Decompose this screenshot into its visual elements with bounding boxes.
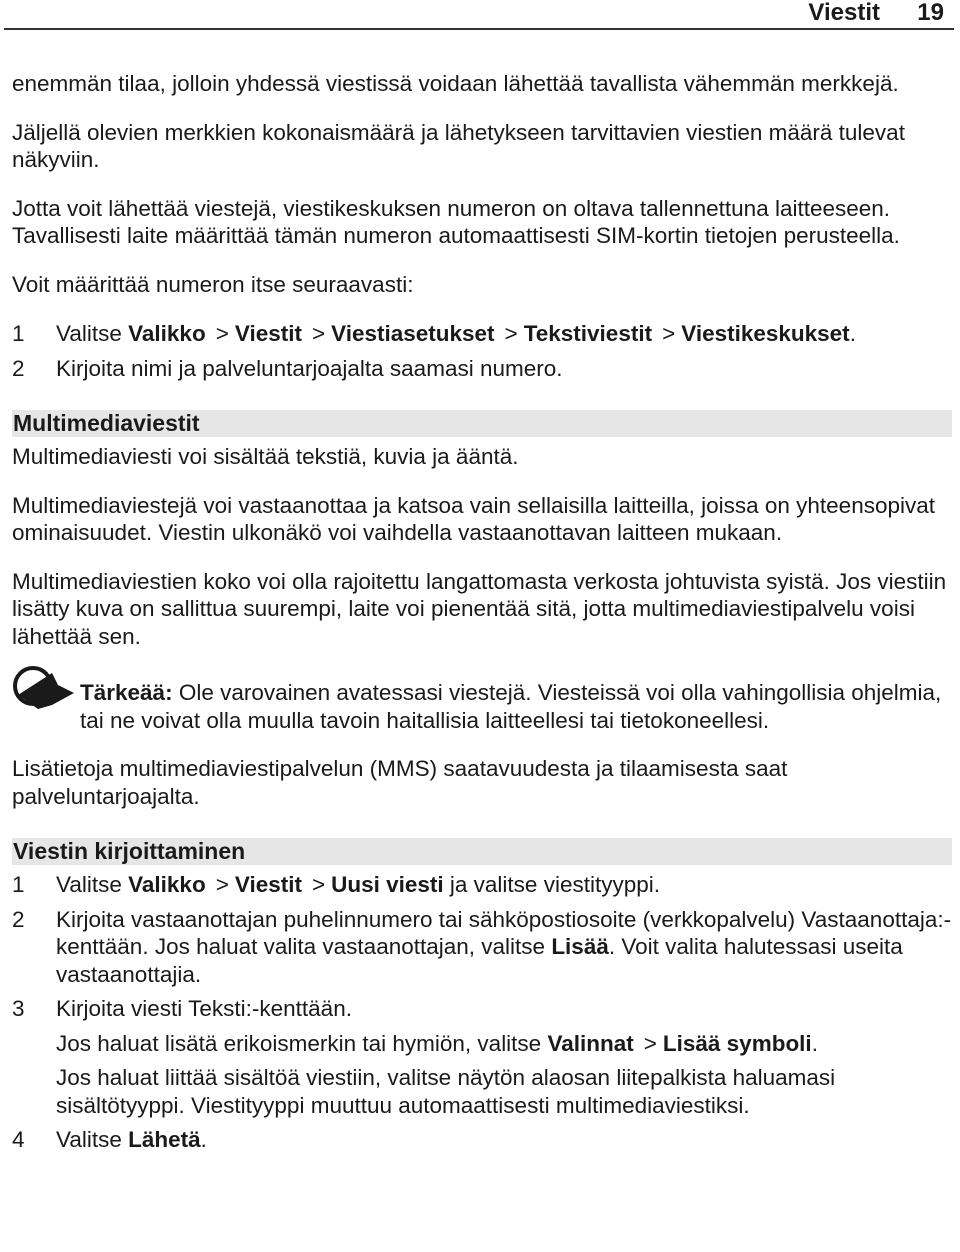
section-heading-multimediaviestit: Multimediaviestit xyxy=(12,410,952,437)
note-text: Ole varovainen avatessasi viestejä. Viesteissä voi olla vahingollisia ohjelmia, tai ne voivat olla muulla tavoin haitallisia laitteellesi tai tietokoneellesi. xyxy=(80,680,942,733)
paragraph: Lisätietoja multimediaviestipalvelun (MMS) saatavuudesta ja tilaamisesta saat palveluntarjoajalta. xyxy=(12,756,788,809)
important-note-icon xyxy=(12,665,76,711)
paragraph: enemmän tilaa, jolloin yhdessä viestissä voidaan lähettää tavallista vähemmän merkkejä. xyxy=(12,71,899,96)
option-lisaa: Lisää xyxy=(551,934,609,959)
running-title: Viestit xyxy=(808,0,880,26)
list-item: 3 Kirjoita viesti Teksti:-kenttään. Jos haluat lisätä erikoismerkin tai hymiön, valitse Valinnat > Lisää symboli. Jos haluat liittää sisältöä viestiin, valitse näytön alaosan liitepalkista haluamasi sisältötyyppi. Viestityyppi muuttuu automaattisesti multimediaviestiksi. xyxy=(12,995,952,1119)
menu-path-valikko: Valikko xyxy=(128,872,206,897)
page-content xyxy=(12,70,952,1161)
steps-list-sms-center xyxy=(12,320,952,382)
sub-paragraph: Jos haluat liittää sisältöä viestiin, valitse näytön alaosan liitepalkista haluamasi sisältötyyppi. Viestityyppi muuttuu automaattisesti multimediaviestiksi. xyxy=(56,1065,836,1118)
list-item: 1 Valitse Valikko > Viestit > Uusi viesti ja valitse viestityyppi. xyxy=(12,872,660,897)
page-number: 19 xyxy=(917,0,944,26)
paragraph: Jäljellä olevien merkkien kokonaismäärä ja lähetykseen tarvittavien viestien määrä tulevat näkyviin. xyxy=(12,119,905,172)
menu-path-viestikeskukset: Viestikeskukset xyxy=(681,321,850,346)
steps-list-write-message xyxy=(12,871,952,1154)
menu-path-valinnat: Valinnat xyxy=(547,1030,634,1056)
option-laheta: Lähetä xyxy=(128,1127,201,1152)
list-item: 4 Valitse Lähetä. xyxy=(12,1127,207,1152)
menu-path-viestit: Viestit xyxy=(234,872,302,897)
menu-path-tekstiviestit: Tekstiviestit xyxy=(523,321,653,346)
section-heading-viestin-kirjoittaminen: Viestin kirjoittaminen xyxy=(12,838,952,865)
important-note xyxy=(12,679,952,734)
note-label: Tärkeää: xyxy=(80,680,173,705)
step-number: 2 xyxy=(12,355,25,381)
paragraph: Multimediaviesti voi sisältää tekstiä, kuvia ja ääntä. xyxy=(12,444,519,469)
list-item: 1 Valitse Valikko > Viestit > Viestiasetukset > Tekstiviestit > Viestikeskukset. xyxy=(12,321,856,346)
sub-paragraph: Jos haluat lisätä erikoismerkin tai hymiön, valitse Valinnat > Lisää symboli. xyxy=(56,1030,818,1056)
page-header xyxy=(4,0,954,30)
step-number: 1 xyxy=(12,321,25,346)
step-number: 1 xyxy=(12,872,25,897)
step-number: 2 xyxy=(12,906,25,932)
paragraph: Voit määrittää numeron itse seuraavasti: xyxy=(12,271,414,297)
menu-path-uusi-viesti: Uusi viesti xyxy=(331,872,444,897)
list-item: 2 Kirjoita vastaanottajan puhelinnumero tai sähköpostiosoite (verkkopalvelu) Vastaanottaja:-kenttään. Jos haluat valita vastaanottajan, valitse Lisää. Voit valita halutessasi useita vastaanottajia. xyxy=(12,906,952,987)
menu-path-lisaa-symboli: Lisää symboli xyxy=(662,1030,812,1056)
list-item: 2 Kirjoita nimi ja palveluntarjoajalta saamasi numero. xyxy=(12,355,563,381)
step-number: 4 xyxy=(12,1127,25,1152)
paragraph: Jotta voit lähettää viestejä, viestikeskuksen numeron on oltava tallennettuna laitteeseen. Tavallisesti laite määrittää tämän numeron automaattisesti SIM-kortin tietojen perusteella. xyxy=(12,195,900,248)
step-number: 3 xyxy=(12,996,25,1021)
paragraph: Multimediaviestien koko voi olla rajoitettu langattomasta verkosta johtuvista syistä. Jos viestiin lisätty kuva on sallittua suurempi, laite voi pienentää sitä, jotta multimediaviestipalvelu voisi lähettää sen. xyxy=(12,568,947,649)
paragraph: Multimediaviestejä voi vastaanottaa ja katsoa vain sellaisilla laitteilla, joissa on yhteensopivat ominaisuudet. Viestin ulkonäkö voi vaihdella vastaanottavan laitteen mukaan. xyxy=(12,492,935,545)
menu-path-valikko: Valikko xyxy=(128,321,206,346)
menu-path-viestiasetukset: Viestiasetukset xyxy=(331,321,495,346)
menu-path-viestit: Viestit xyxy=(234,321,302,346)
